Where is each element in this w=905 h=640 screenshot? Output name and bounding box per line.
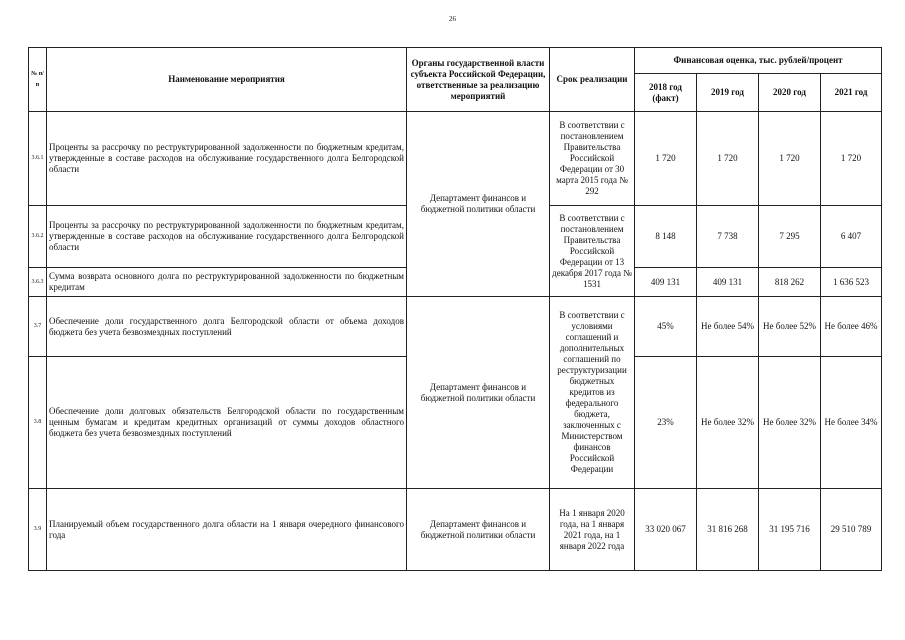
value-2020: Не более 52%	[759, 297, 821, 357]
header-name: Наименование мероприятия	[47, 48, 407, 112]
page-number: 26	[449, 15, 456, 23]
row-name: Обеспечение доли государственного долга Белгородской области от объема доходов бюджета без учета безвозмездных поступлений	[47, 297, 407, 357]
value-2019: Не более 32%	[697, 357, 759, 489]
table-row	[29, 489, 882, 571]
header-year-2020: 2020 год	[759, 74, 821, 112]
value-2021: Не более 46%	[821, 297, 882, 357]
value-2018: 1 720	[635, 112, 697, 206]
value-2018: 8 148	[635, 206, 697, 268]
value-2021: Не более 34%	[821, 357, 882, 489]
term-cell: В соответствии с постановлением Правительства Российской Федерации от 13 декабря 2017 года № 1531	[550, 206, 635, 297]
row-number: 3.6.1	[29, 112, 47, 206]
value-2020: 7 295	[759, 206, 821, 268]
value-2019: 1 720	[697, 112, 759, 206]
value-2020: 818 262	[759, 268, 821, 297]
header-year-2018: 2018 год (факт)	[635, 74, 697, 112]
responsible-org: Департамент финансов и бюджетной политики области	[407, 112, 550, 297]
value-2020: 1 720	[759, 112, 821, 206]
header-num: № п/п	[29, 48, 47, 112]
row-number: 3.6.3	[29, 268, 47, 297]
value-2018: 45%	[635, 297, 697, 357]
header-year-2019: 2019 год	[697, 74, 759, 112]
row-name: Сумма возврата основного долга по реструктурированной задолженности по бюджетным кредитам	[47, 268, 407, 297]
value-2021: 1 720	[821, 112, 882, 206]
value-2021: 1 636 523	[821, 268, 882, 297]
row-name: Планируемый объем государственного долга области на 1 января очередного финансового года	[47, 489, 407, 571]
header-term: Срок реализации	[550, 48, 635, 112]
responsible-org: Департамент финансов и бюджетной политики области	[407, 297, 550, 489]
measures-table	[28, 47, 882, 571]
term-cell: В соответствии с постановлением Правительства Российской Федерации от 30 марта 2015 года № 292	[550, 112, 635, 206]
value-2021: 29 510 789	[821, 489, 882, 571]
value-2018: 409 131	[635, 268, 697, 297]
row-number: 3.6.2	[29, 206, 47, 268]
row-name: Проценты за рассрочку по реструктурированной задолженности по бюджетным кредитам, утвержденные в составе расходов на обслуживание государственного долга Белгородской области	[47, 112, 407, 206]
table-row	[29, 297, 882, 357]
value-2020: Не более 32%	[759, 357, 821, 489]
responsible-org: Департамент финансов и бюджетной политики области	[407, 489, 550, 571]
row-number: 3.8	[29, 357, 47, 489]
value-2018: 23%	[635, 357, 697, 489]
term-cell: На 1 января 2020 года, на 1 января 2021 года, на 1 января 2022 года	[550, 489, 635, 571]
row-name: Проценты за рассрочку по реструктурированной задолженности по бюджетным кредитам, утвержденные в составе расходов на обслуживание государственного долга Белгородской области	[47, 206, 407, 268]
row-number: 3.7	[29, 297, 47, 357]
term-cell: В соответствии с условиями соглашений и дополнительных соглашений по реструктуризации бюджетных кредитов из федерального бюджета, заключенных с Министерством финансов Российской Федерации	[550, 297, 635, 489]
value-2021: 6 407	[821, 206, 882, 268]
header-year-2021: 2021 год	[821, 74, 882, 112]
value-2019: 31 816 268	[697, 489, 759, 571]
table-row	[29, 112, 882, 206]
header-org: Органы государственной власти субъекта Российской Федерации, ответственные за реализацию мероприятий	[407, 48, 550, 112]
row-number: 3.9	[29, 489, 47, 571]
value-2018: 33 020 067	[635, 489, 697, 571]
value-2019: 409 131	[697, 268, 759, 297]
header-row	[29, 48, 882, 74]
row-name: Обеспечение доли долговых обязательств Белгородской области по государственным ценным бумагам и кредитам кредитных организаций от суммы доходов областного бюджета без учета безвозмездных поступлений	[47, 357, 407, 489]
header-finance: Финансовая оценка, тыс. рублей/процент	[635, 48, 882, 74]
value-2019: Не более 54%	[697, 297, 759, 357]
value-2019: 7 738	[697, 206, 759, 268]
value-2020: 31 195 716	[759, 489, 821, 571]
